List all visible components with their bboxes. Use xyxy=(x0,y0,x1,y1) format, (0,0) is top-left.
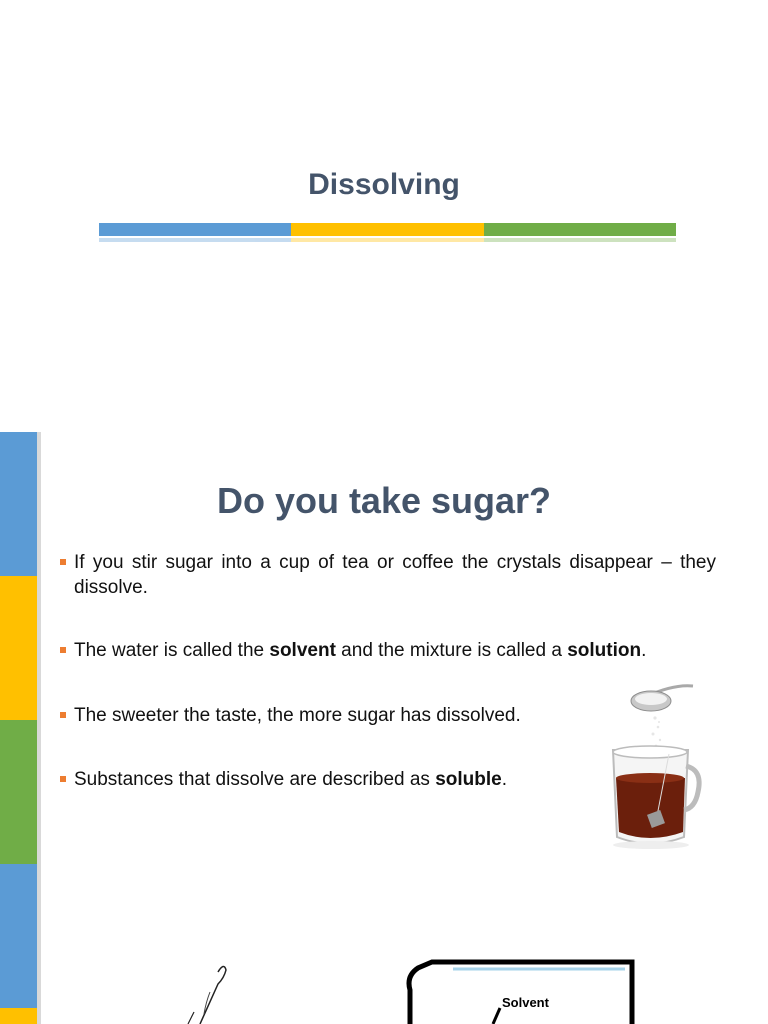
diagram-label-solvent: Solvent xyxy=(502,995,549,1010)
title-underline-bar xyxy=(99,223,676,236)
bar-segment-green xyxy=(484,223,676,236)
bullet-square-icon xyxy=(60,712,66,718)
bullet-square-icon xyxy=(60,647,66,653)
bar-segment-blue xyxy=(99,223,291,236)
slide-dissolving xyxy=(0,0,768,432)
stripe-segment-yellow xyxy=(0,1008,37,1024)
bar-segment-yellow xyxy=(291,223,483,236)
teacup-sugar-icon xyxy=(585,682,715,857)
stripe-segment-blue xyxy=(0,864,37,1008)
slide-title: Do you take sugar? xyxy=(216,480,552,521)
beaker-diagram-icon xyxy=(170,942,650,1024)
bullet-item: If you stir sugar into a cup of tea or coffee the crystals disappear – they dissolve. xyxy=(60,550,716,600)
bullet-item: The water is called the solvent and the mixture is called a solution. xyxy=(60,638,716,663)
bullet-square-icon xyxy=(60,559,66,565)
bullet-square-icon xyxy=(60,776,66,782)
slide-title: Dissolving xyxy=(308,168,460,201)
bullet-item: The sweeter the taste, the more sugar has dissolved. xyxy=(60,703,716,728)
stripe-segment-yellow xyxy=(0,576,37,720)
stripe-segment-green xyxy=(0,720,37,864)
slide-do-you-take-sugar xyxy=(0,432,768,1024)
bullet-item: Substances that dissolve are described as soluble. xyxy=(60,767,716,792)
title-underline-reflection xyxy=(99,238,676,242)
